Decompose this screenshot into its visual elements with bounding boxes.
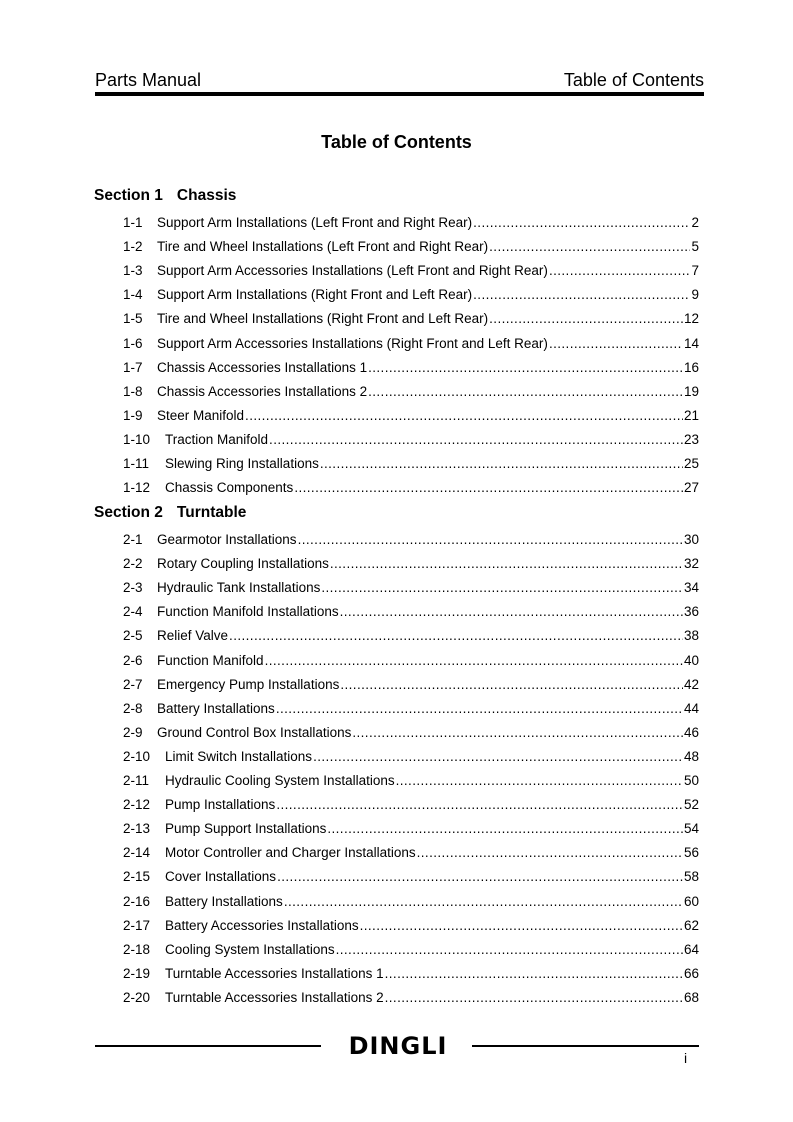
- toc-entry-title: Hydraulic Cooling System Installations: [165, 773, 395, 788]
- toc-entry-page: 30: [683, 532, 699, 547]
- toc-entry-number: 2-4: [123, 604, 143, 620]
- toc-leader-dots: [276, 795, 683, 815]
- header-manual-name: Parts Manual: [95, 70, 202, 90]
- toc-entry-page: 64: [683, 941, 699, 957]
- toc-entry-number: 2-11: [123, 773, 150, 788]
- toc-entry-page: 34: [683, 580, 699, 596]
- toc-entry-title: Battery Installations: [157, 700, 275, 716]
- section-heading: [94, 503, 246, 523]
- toc-leader-dots: [320, 454, 683, 474]
- toc-leader-dots: [368, 358, 683, 378]
- toc-entry-title: Battery Installations: [165, 893, 283, 909]
- toc-entry-number: 2-15: [123, 869, 151, 885]
- toc-leader-dots: [276, 699, 683, 719]
- toc-entry-number: 2-10: [123, 748, 151, 764]
- toc-entry-number: 2-14: [123, 845, 151, 861]
- toc-entry[interactable]: [123, 699, 699, 719]
- toc-entry-title: Cooling System Installations: [165, 941, 335, 957]
- toc-entry-page: 44: [683, 700, 699, 716]
- toc-entry-number: 2-6: [123, 652, 143, 668]
- toc-entry-number: 2-2: [123, 556, 143, 572]
- toc-leader-dots: [396, 771, 683, 791]
- toc-entry-title: Function Manifold Installations: [157, 604, 339, 620]
- footer-rule-right: [472, 1045, 699, 1047]
- toc-entry-page: 5: [691, 239, 699, 255]
- toc-entry[interactable]: [123, 406, 699, 426]
- toc-entry-number: 1-8: [123, 383, 143, 399]
- toc-entry-page: 46: [683, 724, 699, 740]
- toc-entry[interactable]: [123, 602, 699, 622]
- toc-entry-number: 1-5: [123, 311, 143, 327]
- toc-entry[interactable]: [123, 578, 699, 598]
- toc-leader-dots: [321, 578, 683, 598]
- toc-entry-number: 1-1: [123, 215, 143, 230]
- toc-entry-page: 38: [683, 628, 699, 644]
- toc-leader-dots: [298, 530, 683, 550]
- toc-entry-page: 60: [683, 893, 699, 909]
- toc-entry[interactable]: [123, 916, 699, 936]
- toc-entry[interactable]: [123, 795, 699, 815]
- page-header: [95, 69, 704, 91]
- toc-entry-title: Emergency Pump Installations: [157, 676, 340, 692]
- toc-entry-title: Cover Installations: [165, 869, 277, 885]
- toc-entry-title: Relief Valve: [157, 628, 229, 644]
- toc-entry[interactable]: [123, 843, 699, 863]
- toc-entry-title: Turntable Accessories Installations 1: [165, 965, 384, 981]
- toc-entry-number: 2-9: [123, 724, 143, 740]
- toc-leader-dots: [313, 747, 683, 767]
- toc-entry-title: Motor Controller and Charger Installations: [165, 845, 416, 861]
- toc-entry-number: 1-4: [123, 287, 143, 303]
- toc-entry-title: Battery Accessories Installations: [165, 917, 359, 933]
- toc-entry-page: 12: [683, 311, 699, 327]
- toc-leader-dots: [284, 892, 683, 912]
- toc-entry[interactable]: [123, 334, 699, 354]
- toc-entry-page: 23: [683, 431, 699, 447]
- section-heading: [94, 186, 236, 206]
- toc-entry[interactable]: [123, 867, 699, 887]
- toc-entry-number: 1-6: [123, 335, 143, 351]
- toc-leader-dots: [330, 554, 683, 574]
- toc-entry-title: Steer Manifold: [157, 407, 245, 423]
- toc-entry-title: Rotary Coupling Installations: [157, 556, 329, 572]
- toc-entry-number: 1-7: [123, 359, 143, 375]
- toc-entry[interactable]: [123, 309, 699, 329]
- toc-entry[interactable]: [123, 382, 699, 402]
- toc-entry-number: 2-20: [123, 989, 151, 1005]
- toc-entry-title: Chassis Accessories Installations 2: [157, 383, 368, 399]
- toc-entry-number: 2-5: [123, 628, 143, 644]
- toc-entry-page: 36: [683, 604, 699, 620]
- toc-leader-dots: [294, 478, 683, 498]
- toc-entry-title: Traction Manifold: [165, 431, 269, 447]
- toc-entry[interactable]: [123, 554, 699, 574]
- toc-entry-number: 1-11: [123, 456, 150, 471]
- header-section-name: Table of Contents: [563, 70, 704, 90]
- toc-entry-number: 2-19: [123, 965, 151, 981]
- toc-entry[interactable]: [123, 213, 699, 233]
- toc-entry-page: 7: [691, 263, 699, 279]
- toc-entry[interactable]: [123, 478, 699, 498]
- toc-entry-title: Pump Installations: [165, 797, 276, 813]
- toc-entry-title: Support Arm Installations (Right Front and Left Rear): [157, 287, 473, 303]
- toc-entry-title: Pump Support Installations: [165, 821, 327, 837]
- toc-leader-dots: [489, 309, 683, 329]
- section-label: Section 2: [94, 504, 163, 521]
- toc-leader-dots: [277, 867, 683, 887]
- toc-entry-title: Slewing Ring Installations: [165, 456, 319, 471]
- toc-entry-number: 2-13: [123, 821, 151, 837]
- toc-entry-title: Support Arm Accessories Installations (Left Front and Right Rear): [157, 263, 548, 279]
- page-title: Table of Contents: [321, 132, 472, 152]
- toc-entry[interactable]: [123, 261, 699, 281]
- toc-entry-number: 1-10: [123, 431, 151, 447]
- dingli-logo: DINGLI: [348, 1032, 448, 1060]
- toc-entry-page: 62: [683, 917, 699, 933]
- toc-entry[interactable]: [123, 675, 699, 695]
- toc-entry-title: Turntable Accessories Installations 2: [165, 989, 384, 1005]
- toc-entry-number: 2-8: [123, 700, 143, 716]
- toc-entry-page: 16: [683, 359, 699, 375]
- toc-leader-dots: [340, 602, 683, 622]
- toc-leader-dots: [489, 237, 690, 257]
- toc-entry-title: Tire and Wheel Installations (Left Front and Right Rear): [157, 239, 489, 255]
- toc-entry-title: Chassis Accessories Installations 1: [157, 359, 368, 375]
- toc-leader-dots: [327, 819, 683, 839]
- toc-leader-dots: [385, 964, 683, 984]
- toc-entry-page: 54: [683, 821, 699, 837]
- toc-leader-dots: [368, 382, 683, 402]
- toc-leader-dots: [360, 916, 683, 936]
- toc-entry-title: Ground Control Box Installations: [157, 724, 352, 740]
- toc-entry[interactable]: [123, 771, 699, 791]
- toc-leader-dots: [265, 651, 683, 671]
- toc-leader-dots: [269, 430, 683, 450]
- toc-entry-number: 2-1: [123, 532, 143, 547]
- toc-entry-page: 14: [683, 335, 699, 351]
- toc-leader-dots: [336, 940, 683, 960]
- toc-entry-number: 2-17: [123, 917, 151, 933]
- toc-leader-dots: [229, 626, 683, 646]
- toc-entry-title: Hydraulic Tank Installations: [157, 580, 321, 596]
- toc-entry[interactable]: [123, 747, 699, 767]
- toc-entry-page: 19: [683, 383, 699, 399]
- toc-entry-number: 2-16: [123, 893, 151, 909]
- toc-entry[interactable]: [123, 940, 699, 960]
- toc-entry[interactable]: [123, 723, 699, 743]
- toc-entry-page: 66: [683, 965, 699, 981]
- toc-entry-title: Tire and Wheel Installations (Right Front and Left Rear): [157, 311, 489, 327]
- toc-leader-dots: [473, 213, 690, 233]
- toc-entry[interactable]: [123, 285, 699, 305]
- toc-entry-number: 1-3: [123, 263, 143, 279]
- toc-entry-page: 32: [683, 556, 699, 572]
- toc-entry-number: 2-18: [123, 941, 151, 957]
- toc-entry[interactable]: [123, 358, 699, 378]
- toc-leader-dots: [340, 675, 683, 695]
- toc-leader-dots: [473, 285, 690, 305]
- toc-entry[interactable]: [123, 964, 699, 984]
- toc-entry-page: 52: [683, 797, 699, 813]
- toc-entry-number: 1-12: [123, 480, 151, 496]
- toc-leader-dots: [352, 723, 683, 743]
- toc-entry-number: 2-12: [123, 797, 151, 813]
- toc-entry-page: 50: [683, 773, 699, 788]
- toc-entry[interactable]: [123, 988, 699, 1008]
- toc-leader-dots: [417, 843, 683, 863]
- section-name: Chassis: [176, 187, 237, 204]
- toc-leader-dots: [549, 334, 683, 354]
- toc-entry-title: Support Arm Installations (Left Front and Right Rear): [157, 215, 473, 230]
- toc-entry-page: 40: [683, 652, 699, 668]
- toc-entry[interactable]: [123, 237, 699, 257]
- toc-entry-number: 2-7: [123, 676, 143, 692]
- toc-entry[interactable]: [123, 892, 699, 912]
- footer-rule-left: [95, 1045, 321, 1047]
- toc-leader-dots: [549, 261, 691, 281]
- toc-entry-page: 2: [691, 215, 699, 230]
- toc-entry[interactable]: [123, 819, 699, 839]
- toc-leader-dots: [385, 988, 683, 1008]
- toc-entry-page: 48: [683, 748, 699, 764]
- toc-entry-title: Chassis Components: [165, 480, 294, 496]
- toc-entry-page: 56: [683, 845, 699, 861]
- toc-entry-number: 2-3: [123, 580, 143, 596]
- toc-entry[interactable]: [123, 430, 699, 450]
- toc-entry-page: 9: [691, 287, 699, 303]
- toc-entry[interactable]: [123, 454, 699, 474]
- toc-entry-number: 1-9: [123, 407, 143, 423]
- toc-entry-page: 68: [683, 989, 699, 1005]
- toc-entry-page: 21: [683, 407, 699, 423]
- toc-entry-number: 1-2: [123, 239, 143, 255]
- toc-entry-title: Gearmotor Installations: [157, 532, 297, 547]
- header-rule: [95, 92, 704, 96]
- section-name: Turntable: [176, 504, 247, 521]
- toc-entry-title: Support Arm Accessories Installations (Right Front and Left Rear): [157, 335, 548, 351]
- toc-entry[interactable]: [123, 626, 699, 646]
- toc-entry-title: Function Manifold: [157, 652, 264, 668]
- toc-entry-page: 58: [683, 869, 699, 885]
- toc-entry-page: 42: [683, 676, 699, 692]
- page-number: i: [684, 1050, 688, 1066]
- toc-entry[interactable]: [123, 651, 699, 671]
- toc-entry-page: 25: [683, 456, 699, 471]
- section-label: Section 1: [94, 187, 163, 204]
- toc-entry-page: 27: [683, 480, 699, 496]
- toc-entry[interactable]: [123, 530, 699, 550]
- toc-leader-dots: [245, 406, 683, 426]
- toc-entry-title: Limit Switch Installations: [165, 748, 313, 764]
